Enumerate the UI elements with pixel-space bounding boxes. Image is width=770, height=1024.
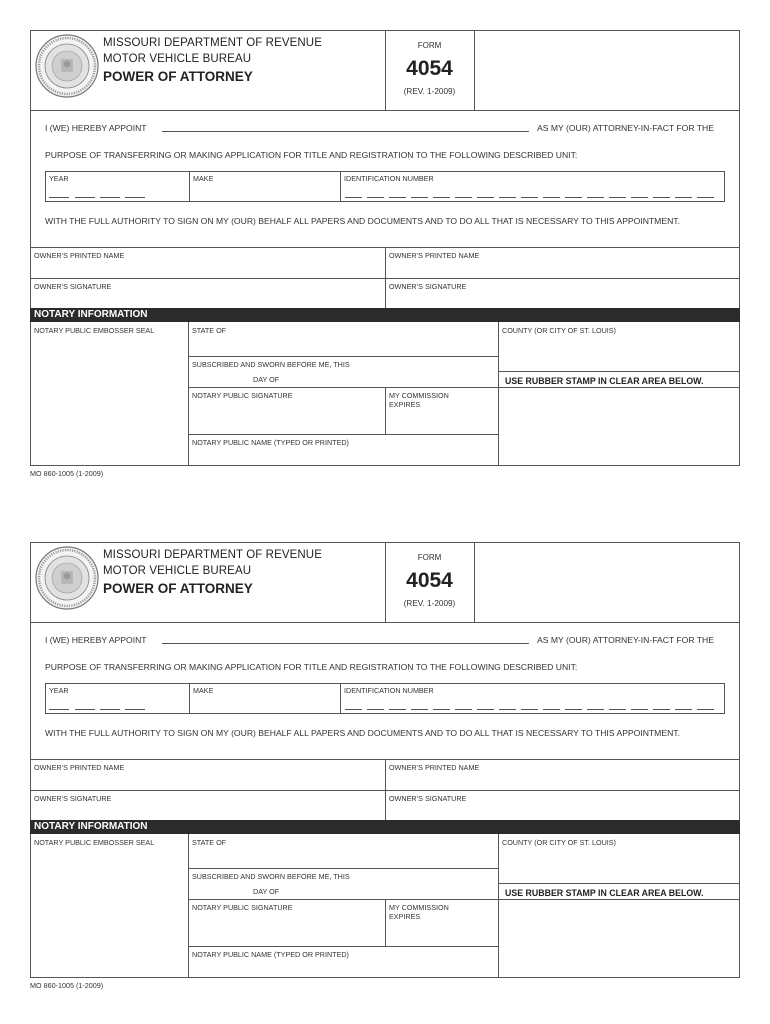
vin-digit-field[interactable] [411,197,428,198]
missouri-state-seal-icon [34,545,100,611]
vin-digit-field[interactable] [411,709,428,710]
agency-name: MISSOURI DEPARTMENT OF REVENUE [103,549,322,561]
vin-digit-field[interactable] [631,197,648,198]
make-label: MAKE [193,174,214,183]
vin-digit-field[interactable] [433,197,450,198]
vin-digit-field[interactable] [389,709,406,710]
county-label: COUNTY (OR CITY OF ST. LOUIS) [502,326,616,335]
notary-information-heading: NOTARY INFORMATION [30,308,740,322]
year-digit-field[interactable] [100,197,120,198]
vin-digit-field[interactable] [433,709,450,710]
vin-digit-field[interactable] [543,709,560,710]
commission-expires-label: MY COMMISSION EXPIRES [389,903,449,921]
owner-signature-label: OWNER’S SIGNATURE [34,282,112,291]
make-field[interactable] [190,184,339,201]
rubber-stamp-instruction: USE RUBBER STAMP IN CLEAR AREA BELOW. [505,376,704,386]
year-digit-field[interactable] [75,709,95,710]
notary-information-heading: NOTARY INFORMATION [30,820,740,834]
form-code: MO 860-1005 (1-2009) [30,469,104,478]
day-of-label: DAY OF [253,375,280,384]
vin-digit-field[interactable] [389,197,406,198]
make-label: MAKE [193,686,214,695]
vin-digit-field[interactable] [609,709,626,710]
appoint-label: I (WE) HEREBY APPOINT [45,635,147,645]
vin-digit-field[interactable] [565,709,582,710]
vin-digit-field[interactable] [653,709,670,710]
owner-printed-name-label: OWNER’S PRINTED NAME [34,763,125,772]
vin-digit-field[interactable] [675,197,692,198]
vin-digit-field[interactable] [499,709,516,710]
missouri-state-seal-icon [34,33,100,99]
vin-digit-field[interactable] [543,197,560,198]
vin-digit-field[interactable] [697,197,714,198]
vin-digit-field[interactable] [477,197,494,198]
subscribed-label: SUBSCRIBED AND SWORN BEFORE ME, THIS [192,872,350,881]
power-of-attorney-form-2 [0,512,770,1024]
form-label: FORM [417,553,442,562]
vin-digit-field[interactable] [565,197,582,198]
attorney-in-fact-label: AS MY (OUR) ATTORNEY-IN-FACT FOR THE [537,635,714,645]
vin-digit-field[interactable] [521,197,538,198]
vin-digit-field[interactable] [367,709,384,710]
form-title: POWER OF ATTORNEY [103,69,253,84]
embosser-seal-label: NOTARY PUBLIC EMBOSSER SEAL [34,326,155,335]
form-number: 4054 [406,569,453,592]
notary-name-label: NOTARY PUBLIC NAME (TYPED OR PRINTED) [192,950,349,959]
year-digit-field[interactable] [125,709,145,710]
subscribed-label: SUBSCRIBED AND SWORN BEFORE ME, THIS [192,360,350,369]
owner-printed-name-label: OWNER’S PRINTED NAME [389,251,480,260]
vin-digit-field[interactable] [455,197,472,198]
notary-signature-label: NOTARY PUBLIC SIGNATURE [192,391,293,400]
vin-dash-group [345,709,723,711]
owner-signature-label: OWNER’S SIGNATURE [389,282,467,291]
vin-digit-field[interactable] [697,709,714,710]
vin-digit-field[interactable] [499,197,516,198]
vin-digit-field[interactable] [587,709,604,710]
vin-digit-field[interactable] [675,709,692,710]
year-digit-field[interactable] [125,197,145,198]
purpose-text: PURPOSE OF TRANSFERRING OR MAKING APPLICATION FOR TITLE AND REGISTRATION TO THE FOLLOWING DESCRIBED UNIT: [45,150,578,160]
vin-digit-field[interactable] [455,709,472,710]
year-digit-field[interactable] [75,197,95,198]
vin-digit-field[interactable] [587,197,604,198]
owner-signature-label: OWNER’S SIGNATURE [389,794,467,803]
purpose-text: PURPOSE OF TRANSFERRING OR MAKING APPLICATION FOR TITLE AND REGISTRATION TO THE FOLLOWING DESCRIBED UNIT: [45,662,578,672]
vin-digit-field[interactable] [609,197,626,198]
revision-date: (REV. 1-2009) [403,599,456,608]
rubber-stamp-instruction: USE RUBBER STAMP IN CLEAR AREA BELOW. [505,888,704,898]
state-of-label: STATE OF [192,326,227,335]
authority-text: WITH THE FULL AUTHORITY TO SIGN ON MY (OUR) BEHALF ALL PAPERS AND DOCUMENTS AND TO DO ALL THAT IS NECESSARY TO THIS APPOINTMENT. [45,728,680,738]
year-label: YEAR [49,174,69,183]
form-number: 4054 [406,57,453,80]
year-label: YEAR [49,686,69,695]
owner-printed-name-label: OWNER’S PRINTED NAME [34,251,125,260]
vin-digit-field[interactable] [367,197,384,198]
vin-digit-field[interactable] [631,709,648,710]
owner-printed-name-label: OWNER’S PRINTED NAME [389,763,480,772]
county-label: COUNTY (OR CITY OF ST. LOUIS) [502,838,616,847]
agency-name: MISSOURI DEPARTMENT OF REVENUE [103,37,322,49]
vin-dash-group [345,197,723,199]
form-title: POWER OF ATTORNEY [103,581,253,596]
owner-signature-label: OWNER’S SIGNATURE [34,794,112,803]
embosser-seal-label: NOTARY PUBLIC EMBOSSER SEAL [34,838,155,847]
form-code: MO 860-1005 (1-2009) [30,981,104,990]
appointee-name-field[interactable] [162,643,529,644]
bureau-name: MOTOR VEHICLE BUREAU [103,565,252,577]
vin-digit-field[interactable] [653,197,670,198]
year-digit-field[interactable] [100,709,120,710]
identification-number-label: IDENTIFICATION NUMBER [344,174,434,183]
state-of-label: STATE OF [192,838,227,847]
appoint-label: I (WE) HEREBY APPOINT [45,123,147,133]
notary-name-label: NOTARY PUBLIC NAME (TYPED OR PRINTED) [192,438,349,447]
appointee-name-field[interactable] [162,131,529,132]
day-of-label: DAY OF [253,887,280,896]
year-digit-field[interactable] [49,197,69,198]
authority-text: WITH THE FULL AUTHORITY TO SIGN ON MY (OUR) BEHALF ALL PAPERS AND DOCUMENTS AND TO DO ALL THAT IS NECESSARY TO THIS APPOINTMENT. [45,216,680,226]
notary-signature-label: NOTARY PUBLIC SIGNATURE [192,903,293,912]
vin-digit-field[interactable] [477,709,494,710]
commission-expires-label: MY COMMISSION EXPIRES [389,391,449,409]
year-digit-field[interactable] [49,709,69,710]
vin-digit-field[interactable] [345,197,362,198]
vin-digit-field[interactable] [521,709,538,710]
make-field[interactable] [190,696,339,713]
revision-date: (REV. 1-2009) [403,87,456,96]
attorney-in-fact-label: AS MY (OUR) ATTORNEY-IN-FACT FOR THE [537,123,714,133]
identification-number-label: IDENTIFICATION NUMBER [344,686,434,695]
form-label: FORM [417,41,442,50]
bureau-name: MOTOR VEHICLE BUREAU [103,53,252,65]
vin-digit-field[interactable] [345,709,362,710]
